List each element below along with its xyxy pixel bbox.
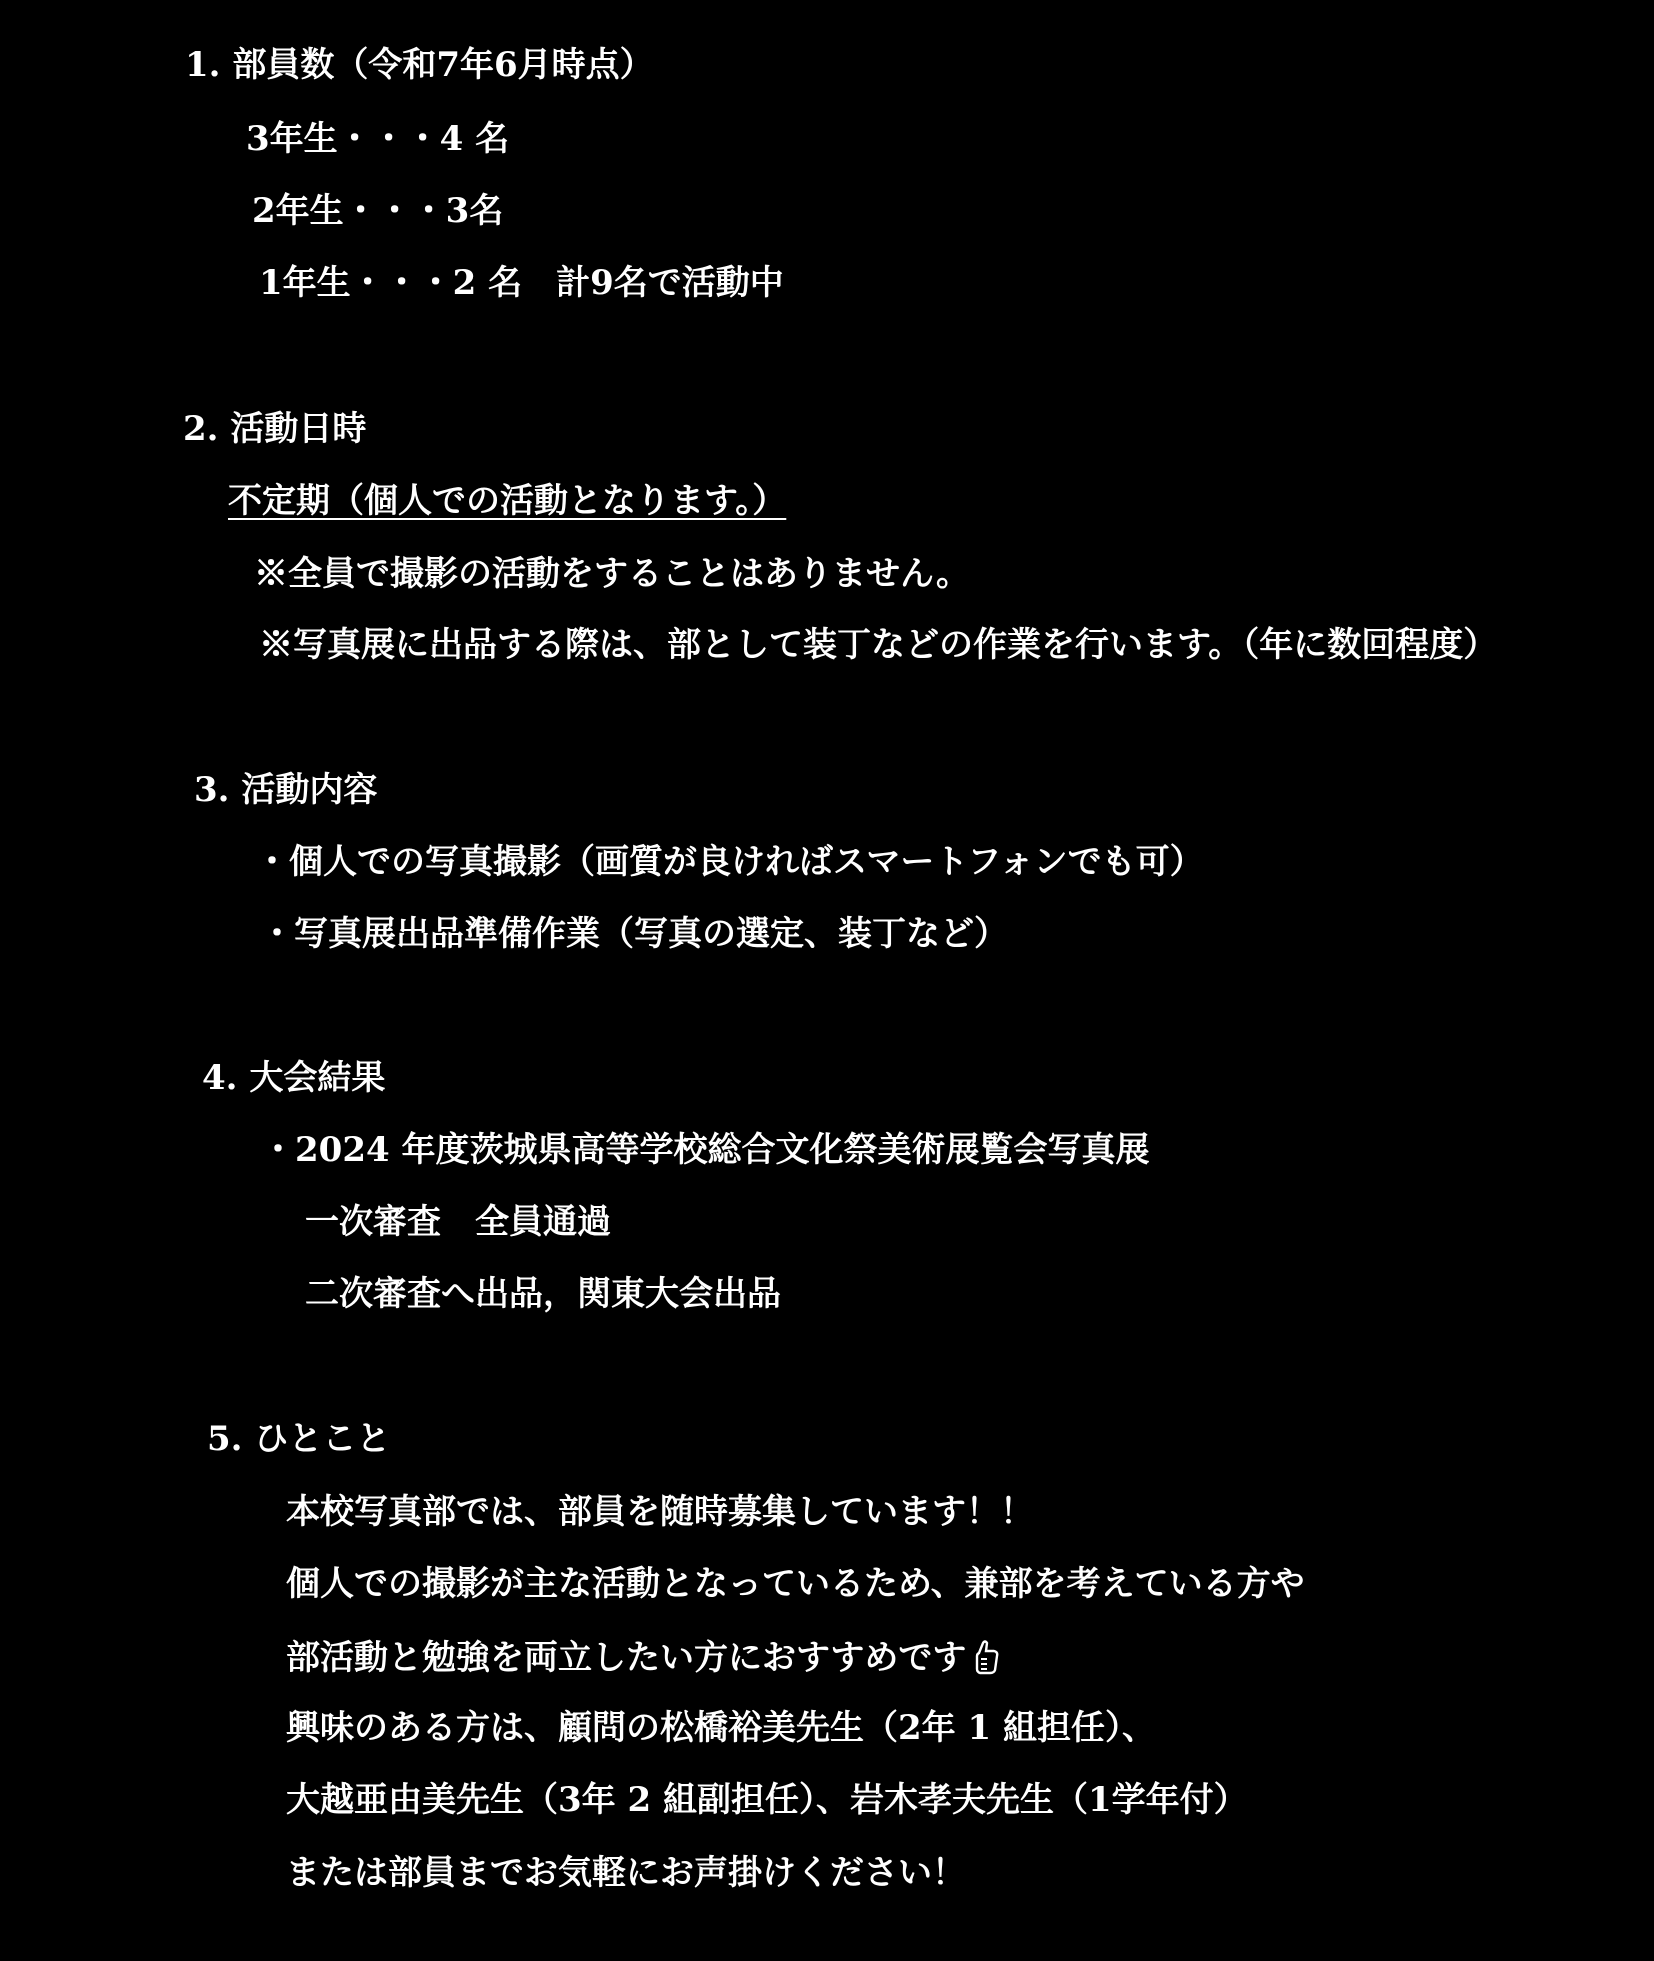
- message-line-5: 大越亜由美先生（3年 2 組副担任）、岩木孝夫先生（1学年付）: [286, 1780, 1248, 1820]
- members-grade-3: 3年生・・・4 名: [246, 119, 510, 159]
- result-first-review: 一次審査 全員通過: [305, 1202, 611, 1242]
- activity-item-2: ・写真展出品準備作業（写真の選定、装丁など）: [260, 914, 1008, 954]
- schedule-irregular: 不定期（個人での活動となります。）: [228, 481, 787, 521]
- members-grade-1-total: 1年生・・・2 名 計9名で活動中: [259, 263, 784, 303]
- thumbs-up-icon: [970, 1639, 1000, 1681]
- message-line-3: 部活動と勉強を両立したい方におすすめです: [286, 1638, 967, 1678]
- schedule-note-2: ※写真展に出品する際は、部として装丁などの作業を行います。（年に数回程度）: [259, 625, 1498, 665]
- section-5-heading: 5. ひとこと: [207, 1419, 391, 1459]
- section-1-heading: 1. 部員数（令和7年6月時点）: [185, 45, 654, 85]
- message-line-3-wrap: [286, 1639, 1000, 1681]
- result-event: ・2024 年度茨城県高等学校総合文化祭美術展覧会写真展: [261, 1130, 1150, 1170]
- message-line-2: 個人での撮影が主な活動となっているため、兼部を考えている方や: [286, 1564, 1305, 1604]
- members-grade-2: 2年生・・・3名: [252, 191, 504, 231]
- message-line-4: 興味のある方は、顧問の松橋裕美先生（2年 1 組担任）、: [286, 1708, 1156, 1748]
- result-second-review: 二次審査へ出品，関東大会出品: [305, 1274, 781, 1314]
- schedule-note-1: ※全員で撮影の活動をすることはありません。: [254, 554, 971, 594]
- section-4-heading: 4. 大会結果: [202, 1058, 386, 1098]
- section-3-heading: 3. 活動内容: [194, 770, 378, 810]
- message-line-1: 本校写真部では、部員を随時募集しています！！: [286, 1492, 1034, 1532]
- activity-item-1: ・個人での写真撮影（画質が良ければスマートフォンでも可）: [255, 842, 1204, 882]
- message-line-6: または部員までお気軽にお声掛けください！: [286, 1853, 966, 1893]
- section-2-heading: 2. 活動日時: [183, 409, 367, 449]
